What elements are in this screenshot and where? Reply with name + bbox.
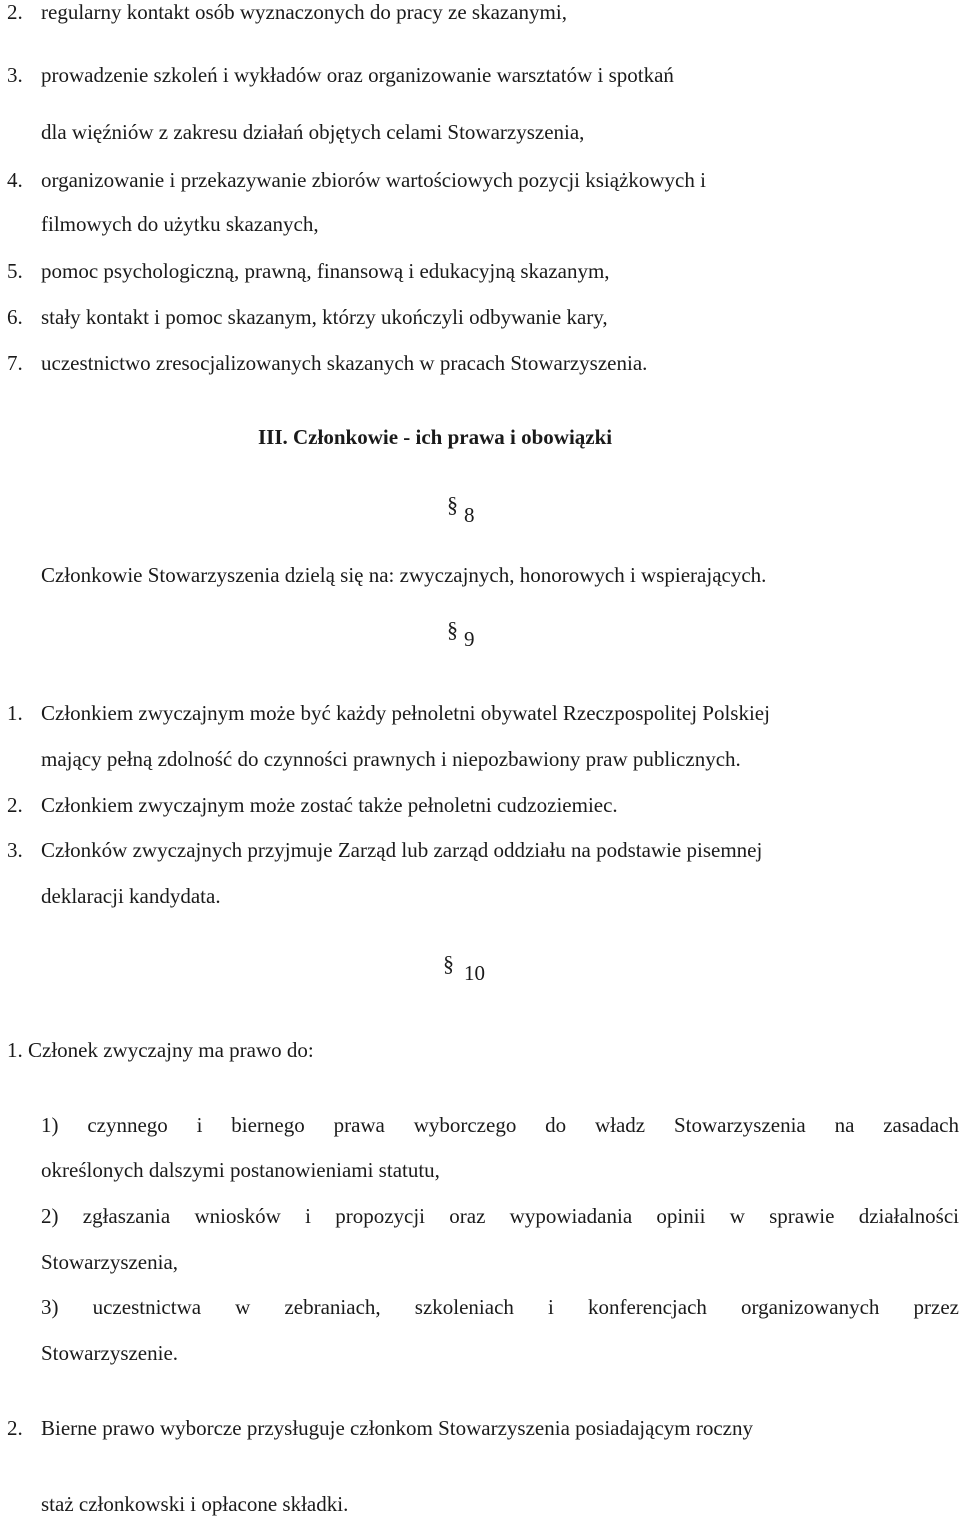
list-number: 3. [7,63,23,87]
paragraph-number: 8 [464,503,475,527]
list-text: mający pełną zdolność do czynności prawnych i niepozbawiony praw publicznych. [41,747,741,771]
list-number: 6. [7,305,23,329]
list-text: Członkiem zwyczajnym może zostać także pełnoletni cudzoziemiec. [41,793,618,817]
list-text: staż członkowski i opłacone składki. [41,1492,349,1516]
right-text: określonych dalszymi postanowieniami statutu, [41,1158,440,1182]
list-text: deklaracji kandydata. [41,884,221,908]
list-text: dla więźniów z zakresu działań objętych celami Stowarzyszenia, [41,120,585,144]
paragraph-sign: § [447,492,458,517]
list-number: 2. [7,0,23,24]
right-text: Stowarzyszenie. [41,1341,179,1365]
list-number: 2. [7,1416,23,1440]
list-text: Bierne prawo wyborcze przysługuje członkom Stowarzyszenia posiadającym roczny [41,1416,753,1440]
list-text: Członkiem zwyczajnym może być każdy pełnoletni obywatel Rzeczpospolitej Polskiej [41,701,770,725]
list-number: 4. [7,168,23,192]
list-number: 5. [7,259,23,283]
list-number: 3. [7,838,23,862]
right-text: Stowarzyszenia, [41,1250,179,1274]
list-text: filmowych do użytku skazanych, [41,212,319,236]
paragraph-number: 10 [464,961,485,985]
paragraph-number: 9 [464,627,475,651]
right-text: 1) czynnego i biernego prawa wyborczego do władz Stowarzyszenia na zasadach [41,1113,959,1137]
list-number: 7. [7,351,23,375]
list-text: uczestnictwo zresocjalizowanych skazanych w pracach Stowarzyszenia. [41,351,648,375]
right-text: 3) uczestnictwa w zebraniach, szkoleniach i konferencjach organizowanych przez [41,1295,959,1319]
p10-intro: 1. Członek zwyczajny ma prawo do: [7,1038,314,1062]
p8-text: Członkowie Stowarzyszenia dzielą się na: zwyczajnych, honorowych i wspierających. [41,563,767,587]
paragraph-sign: § [447,617,458,642]
section-heading: III. Członkowie - ich prawa i obowiązki [258,425,613,449]
paragraph-sign: § [443,951,454,976]
list-number: 2. [7,793,23,817]
list-text: organizowanie i przekazywanie zbiorów wartościowych pozycji książkowych i [41,168,706,192]
list-text: Członków zwyczajnych przyjmuje Zarząd lub zarząd oddziału na podstawie pisemnej [41,838,763,862]
list-text: prowadzenie szkoleń i wykładów oraz organizowanie warsztatów i spotkań [41,63,674,87]
list-text: stały kontakt i pomoc skazanym, którzy ukończyli odbywanie kary, [41,305,608,329]
right-text: 2) zgłaszania wniosków i propozycji oraz wypowiadania opinii w sprawie działalności [41,1204,959,1228]
list-text: regularny kontakt osób wyznaczonych do pracy ze skazanymi, [41,0,567,24]
list-number: 1. [7,701,23,725]
list-text: pomoc psychologiczną, prawną, finansową i edukacyjną skazanym, [41,259,610,283]
